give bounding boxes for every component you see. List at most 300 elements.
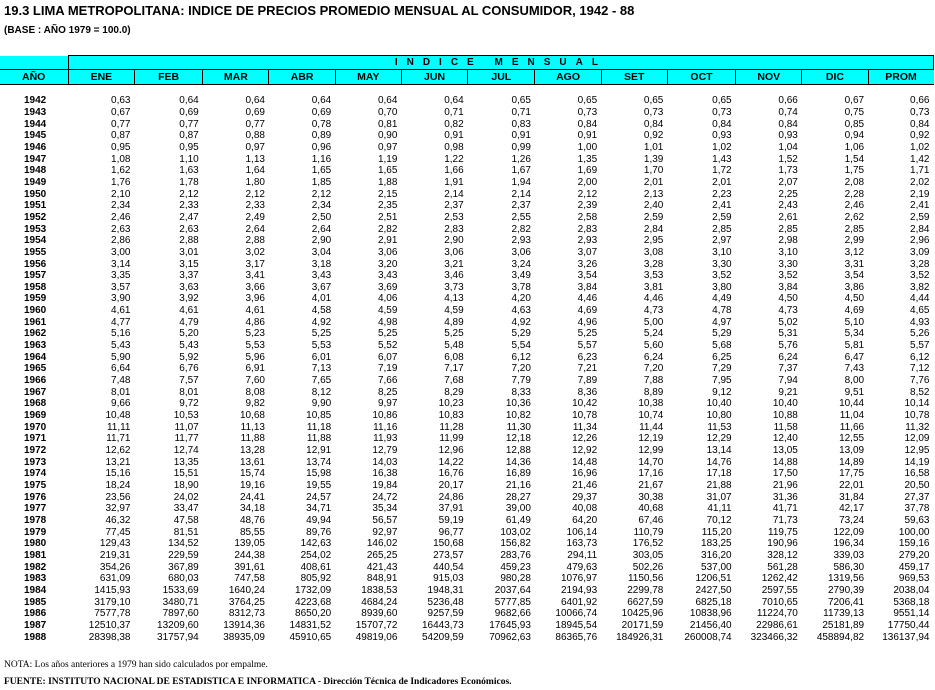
value-cell: 12,40 xyxy=(772,433,798,445)
value-cell: 2,13 xyxy=(643,188,664,200)
value-cell: 59,63 xyxy=(904,514,930,526)
value-cell: 11224,70 xyxy=(756,608,798,620)
value-cell: 537,00 xyxy=(701,561,732,573)
table-row xyxy=(0,270,934,282)
value-cell: 31,84 xyxy=(839,491,865,503)
value-cell: 1262,42 xyxy=(761,573,798,585)
year-cell: 1962 xyxy=(24,328,47,340)
year-cell: 1947 xyxy=(24,153,47,165)
value-cell: 13,05 xyxy=(772,445,798,457)
value-cell: 77,45 xyxy=(105,526,131,538)
year-cell: 1972 xyxy=(24,445,47,457)
value-cell: 0,99 xyxy=(511,141,531,153)
year-cell: 1949 xyxy=(24,176,47,188)
value-cell: 17645,93 xyxy=(489,619,531,631)
value-cell: 2,99 xyxy=(844,235,865,247)
year-cell: 1965 xyxy=(24,363,47,375)
value-cell: 4,69 xyxy=(844,305,865,317)
value-cell: 5368,18 xyxy=(893,596,930,608)
value-cell: 146,02 xyxy=(366,538,398,550)
value-cell: 1,00 xyxy=(577,141,598,153)
value-cell: 0,71 xyxy=(444,106,464,118)
value-cell: 46,32 xyxy=(105,514,131,526)
year-cell: 1982 xyxy=(24,561,47,573)
value-cell: 0,82 xyxy=(444,118,464,130)
value-cell: 1,67 xyxy=(511,165,531,177)
value-cell: 59,19 xyxy=(438,514,464,526)
year-cell: 1973 xyxy=(24,456,47,468)
value-cell: 11,99 xyxy=(439,433,464,445)
value-cell: 139,05 xyxy=(234,538,265,550)
value-cell: 21,46 xyxy=(572,479,598,491)
value-cell: 3,09 xyxy=(910,246,930,258)
value-cell: 85,55 xyxy=(239,526,265,538)
value-cell: 8,29 xyxy=(444,386,464,398)
value-cell: 11,28 xyxy=(439,421,464,433)
value-cell: 11,16 xyxy=(373,421,398,433)
value-cell: 0,91 xyxy=(511,130,531,142)
value-cell: 2,55 xyxy=(511,211,531,223)
value-cell: 28,27 xyxy=(505,491,531,503)
value-cell: 129,43 xyxy=(99,538,131,550)
value-cell: 4,63 xyxy=(511,305,531,317)
value-cell: 64,20 xyxy=(572,514,598,526)
value-cell: 33,47 xyxy=(173,503,199,515)
value-cell: 7206,41 xyxy=(827,596,865,608)
value-cell: 3,21 xyxy=(444,258,464,270)
value-cell: 7,68 xyxy=(444,375,464,387)
value-cell: 110,79 xyxy=(633,526,664,538)
value-cell: 260008,74 xyxy=(684,631,732,643)
value-cell: 17,75 xyxy=(839,468,865,480)
value-cell: 3,15 xyxy=(179,258,199,270)
value-cell: 16,89 xyxy=(505,468,531,480)
value-cell: 4,92 xyxy=(511,316,531,328)
value-cell: 61,49 xyxy=(505,514,531,526)
value-cell: 190,96 xyxy=(767,538,798,550)
value-cell: 5,02 xyxy=(778,316,798,328)
value-cell: 586,30 xyxy=(833,561,865,573)
value-cell: 22986,61 xyxy=(756,619,798,631)
table-row xyxy=(0,316,934,328)
table-row xyxy=(0,118,934,130)
value-cell: 3,54 xyxy=(844,270,865,282)
value-cell: 16443,73 xyxy=(421,619,464,631)
value-cell: 0,81 xyxy=(377,118,398,130)
value-cell: 7,29 xyxy=(712,363,732,375)
value-cell: 2,97 xyxy=(712,235,732,247)
value-cell: 4,50 xyxy=(778,293,798,305)
table-row xyxy=(0,340,934,352)
value-cell: 3,41 xyxy=(245,270,265,282)
value-cell: 2,35 xyxy=(377,200,398,212)
value-cell: 7,94 xyxy=(778,375,798,387)
value-cell: 0,93 xyxy=(712,130,732,142)
value-cell: 459,23 xyxy=(500,561,531,573)
table-row xyxy=(0,585,934,597)
value-cell: 5,57 xyxy=(577,340,598,352)
value-cell: 71,73 xyxy=(772,514,798,526)
value-cell: 14,76 xyxy=(706,456,732,468)
value-cell: 0,94 xyxy=(844,130,865,142)
value-cell: 14,88 xyxy=(772,456,798,468)
value-cell: 12,18 xyxy=(505,433,531,445)
value-cell: 24,41 xyxy=(239,491,265,503)
table-row xyxy=(0,363,934,375)
value-cell: 1,10 xyxy=(179,153,199,165)
value-cell: 5,53 xyxy=(245,340,265,352)
value-cell: 5,60 xyxy=(643,340,664,352)
value-cell: 4,86 xyxy=(245,316,265,328)
value-cell: 12,55 xyxy=(839,433,865,445)
year-cell: 1974 xyxy=(24,468,47,480)
year-cell: 1969 xyxy=(24,410,47,422)
column-header-mar: MAR xyxy=(203,70,269,85)
table-row xyxy=(0,573,934,585)
value-cell: 18,90 xyxy=(173,479,199,491)
year-cell: 1951 xyxy=(24,200,47,212)
column-header-feb: FEB xyxy=(134,70,202,85)
value-cell: 6,24 xyxy=(778,351,798,363)
value-cell: 2,01 xyxy=(712,176,732,188)
value-cell: 5,81 xyxy=(844,340,865,352)
value-cell: 4,46 xyxy=(577,293,598,305)
value-cell: 4,77 xyxy=(111,316,131,328)
year-cell: 1986 xyxy=(24,608,47,620)
value-cell: 2,59 xyxy=(712,211,732,223)
value-cell: 6,24 xyxy=(643,351,664,363)
value-cell: 2,01 xyxy=(643,176,664,188)
value-cell: 3,78 xyxy=(511,281,531,293)
value-cell: 4,13 xyxy=(444,293,464,305)
value-cell: 8,25 xyxy=(377,386,398,398)
value-cell: 1,62 xyxy=(111,165,131,177)
value-cell: 10066,74 xyxy=(555,608,598,620)
value-cell: 24,02 xyxy=(173,491,199,503)
table-row xyxy=(0,95,934,107)
value-cell: 2,34 xyxy=(311,200,332,212)
value-cell: 11,07 xyxy=(174,421,199,433)
value-cell: 3,31 xyxy=(844,258,865,270)
value-cell: 1206,51 xyxy=(695,573,732,585)
value-cell: 4,49 xyxy=(712,293,732,305)
value-cell: 11,66 xyxy=(839,421,865,433)
value-cell: 0,97 xyxy=(245,141,265,153)
value-cell: 0,73 xyxy=(712,106,732,118)
value-cell: 10,82 xyxy=(505,410,531,422)
value-cell: 1319,56 xyxy=(827,573,865,585)
value-cell: 2,51 xyxy=(377,211,398,223)
value-cell: 3,52 xyxy=(910,270,930,282)
year-cell: 1943 xyxy=(24,106,47,118)
table-row xyxy=(0,596,934,608)
value-cell: 2,33 xyxy=(179,200,199,212)
value-cell: 96,77 xyxy=(438,526,464,538)
value-cell: 0,65 xyxy=(577,95,598,107)
value-cell: 30,38 xyxy=(638,491,664,503)
value-cell: 6,23 xyxy=(577,351,598,363)
table-row xyxy=(0,456,934,468)
year-cell: 1950 xyxy=(24,188,47,200)
value-cell: 1076,97 xyxy=(560,573,598,585)
value-cell: 183,25 xyxy=(701,538,732,550)
value-cell: 5,24 xyxy=(643,328,664,340)
value-cell: 1,65 xyxy=(377,165,398,177)
value-cell: 328,12 xyxy=(767,549,798,561)
value-cell: 0,63 xyxy=(111,95,131,107)
year-cell: 1956 xyxy=(24,258,47,270)
table-row xyxy=(0,445,934,457)
value-cell: 7,21 xyxy=(577,363,598,375)
table-row xyxy=(0,130,934,142)
value-cell: 6,08 xyxy=(444,351,464,363)
value-cell: 0,87 xyxy=(179,130,199,142)
value-cell: 0,83 xyxy=(511,118,531,130)
value-cell: 12,99 xyxy=(638,445,664,457)
price-index-table xyxy=(0,55,934,643)
value-cell: 3,63 xyxy=(179,281,199,293)
value-cell: 13,21 xyxy=(105,456,131,468)
value-cell: 0,78 xyxy=(311,118,332,130)
value-cell: 2,98 xyxy=(778,235,798,247)
value-cell: 10,38 xyxy=(638,398,664,410)
year-cell: 1980 xyxy=(24,538,47,550)
value-cell: 4,59 xyxy=(444,305,464,317)
spacer-row xyxy=(0,85,934,96)
value-cell: 29,37 xyxy=(572,491,598,503)
value-cell: 2,37 xyxy=(444,200,464,212)
value-cell: 14,03 xyxy=(372,456,398,468)
value-cell: 0,67 xyxy=(111,106,131,118)
table-row xyxy=(0,212,934,224)
value-cell: 3,84 xyxy=(778,281,798,293)
value-cell: 9682,66 xyxy=(494,608,531,620)
table-row xyxy=(0,153,934,165)
value-cell: 21,88 xyxy=(706,479,732,491)
value-cell: 3,52 xyxy=(778,270,798,282)
value-cell: 4684,24 xyxy=(361,596,398,608)
value-cell: 11,77 xyxy=(174,433,199,445)
value-cell: 16,76 xyxy=(438,468,464,480)
page-title: 19.3 LIMA METROPOLITANA: INDICE DE PRECIOS PROMEDIO MENSUAL AL CONSUMIDOR, 1942 - 88 xyxy=(4,3,635,18)
value-cell: 8,12 xyxy=(311,386,332,398)
value-cell: 5,34 xyxy=(844,328,865,340)
value-cell: 4,50 xyxy=(844,293,865,305)
value-cell: 0,88 xyxy=(245,130,265,142)
value-cell: 8939,60 xyxy=(361,608,398,620)
value-cell: 5,52 xyxy=(377,340,398,352)
value-cell: 17,18 xyxy=(706,468,732,480)
value-cell: 3,84 xyxy=(577,281,598,293)
value-cell: 0,65 xyxy=(511,95,531,107)
value-cell: 8,01 xyxy=(179,386,199,398)
value-cell: 2,02 xyxy=(910,176,930,188)
value-cell: 3,37 xyxy=(179,270,199,282)
value-cell: 2,82 xyxy=(511,223,531,235)
value-cell: 3,35 xyxy=(111,270,131,282)
value-cell: 5,90 xyxy=(111,351,131,363)
value-cell: 0,71 xyxy=(511,106,531,118)
value-cell: 2,84 xyxy=(643,223,664,235)
value-cell: 40,08 xyxy=(572,503,598,515)
value-cell: 2,14 xyxy=(444,188,464,200)
value-cell: 7,95 xyxy=(712,375,732,387)
value-cell: 0,95 xyxy=(179,141,199,153)
value-cell: 54209,59 xyxy=(421,631,464,643)
value-cell: 11,04 xyxy=(839,410,865,422)
table-row xyxy=(0,282,934,294)
value-cell: 10,36 xyxy=(505,398,531,410)
value-cell: 2,14 xyxy=(511,188,531,200)
value-cell: 4,20 xyxy=(511,293,531,305)
value-cell: 12,91 xyxy=(306,445,332,457)
value-cell: 13,74 xyxy=(306,456,332,468)
value-cell: 7,60 xyxy=(245,375,265,387)
value-cell: 2,47 xyxy=(179,211,199,223)
value-cell: 10,14 xyxy=(904,398,930,410)
year-cell: 1946 xyxy=(24,141,47,153)
value-cell: 3,14 xyxy=(111,258,131,270)
value-cell: 3,80 xyxy=(712,281,732,293)
value-cell: 184926,31 xyxy=(616,631,664,643)
value-cell: 12,95 xyxy=(904,445,930,457)
value-cell: 6,01 xyxy=(311,351,332,363)
value-cell: 1,08 xyxy=(111,153,131,165)
value-cell: 7,19 xyxy=(377,363,398,375)
value-cell: 5,25 xyxy=(577,328,598,340)
value-cell: 5236,48 xyxy=(427,596,464,608)
value-cell: 0,84 xyxy=(712,118,732,130)
year-cell: 1954 xyxy=(24,235,47,247)
value-cell: 1,02 xyxy=(712,141,732,153)
value-cell: 2,53 xyxy=(444,211,464,223)
table-body xyxy=(0,85,934,643)
value-cell: 1732,09 xyxy=(295,584,332,596)
value-cell: 0,66 xyxy=(910,95,930,107)
value-cell: 119,75 xyxy=(768,526,798,538)
year-cell: 1958 xyxy=(24,281,47,293)
value-cell: 3,30 xyxy=(712,258,732,270)
value-cell: 13,14 xyxy=(706,445,732,457)
footnote: NOTA: Los años anteriores a 1979 han sido calculados por empalme. xyxy=(4,660,268,670)
value-cell: 2,12 xyxy=(245,188,265,200)
column-header-jun: JUN xyxy=(401,70,467,85)
value-cell: 229,59 xyxy=(168,549,199,561)
year-cell: 1944 xyxy=(24,118,47,130)
value-cell: 5,25 xyxy=(311,328,332,340)
value-cell: 3,54 xyxy=(577,270,598,282)
year-cell: 1960 xyxy=(24,305,47,317)
value-cell: 10,78 xyxy=(572,410,598,422)
value-cell: 2,58 xyxy=(577,211,598,223)
value-cell: 2,08 xyxy=(844,176,865,188)
value-cell: 100,00 xyxy=(898,526,930,538)
value-cell: 2,12 xyxy=(577,188,598,200)
value-cell: 11,34 xyxy=(572,421,598,433)
value-cell: 11,44 xyxy=(639,421,664,433)
column-header-nov: NOV xyxy=(736,70,802,85)
value-cell: 0,95 xyxy=(111,141,131,153)
value-cell: 265,25 xyxy=(366,549,398,561)
value-cell: 0,84 xyxy=(910,118,930,130)
value-cell: 9,90 xyxy=(311,398,332,410)
value-cell: 10425,96 xyxy=(621,608,664,620)
year-cell: 1988 xyxy=(24,631,47,643)
value-cell: 38935,09 xyxy=(223,631,265,643)
value-cell: 70,12 xyxy=(706,514,732,526)
year-cell: 1955 xyxy=(24,246,47,258)
value-cell: 5,20 xyxy=(179,328,199,340)
value-cell: 0,64 xyxy=(245,95,265,107)
table-row xyxy=(0,421,934,433)
value-cell: 2,40 xyxy=(643,200,664,212)
value-cell: 24,72 xyxy=(372,491,398,503)
table-row xyxy=(0,491,934,503)
value-cell: 13,61 xyxy=(239,456,265,468)
value-cell: 37,91 xyxy=(438,503,464,515)
year-cell: 1957 xyxy=(24,270,47,282)
value-cell: 8,08 xyxy=(245,386,265,398)
value-cell: 2,82 xyxy=(377,223,398,235)
value-cell: 2,46 xyxy=(844,200,865,212)
value-cell: 31,07 xyxy=(706,491,732,503)
year-cell: 1968 xyxy=(24,398,47,410)
value-cell: 4,92 xyxy=(311,316,332,328)
value-cell: 5,16 xyxy=(111,328,131,340)
year-cell: 1984 xyxy=(24,584,47,596)
table-row xyxy=(0,107,934,119)
value-cell: 12,29 xyxy=(706,433,732,445)
value-cell: 2790,39 xyxy=(827,584,865,596)
value-cell: 3,57 xyxy=(111,281,131,293)
value-cell: 1,85 xyxy=(311,176,332,188)
value-cell: 21,67 xyxy=(638,479,664,491)
value-cell: 10,42 xyxy=(572,398,598,410)
value-cell: 13,28 xyxy=(239,445,265,457)
table-row xyxy=(0,608,934,620)
value-cell: 163,73 xyxy=(566,538,598,550)
table-row xyxy=(0,305,934,317)
value-cell: 1150,56 xyxy=(627,573,664,585)
value-cell: 8,52 xyxy=(910,386,930,398)
value-cell: 70962,63 xyxy=(489,631,531,643)
value-cell: 244,38 xyxy=(234,549,265,561)
value-cell: 48,76 xyxy=(239,514,265,526)
value-cell: 13,09 xyxy=(839,445,865,457)
column-header-prom: PROM xyxy=(868,70,933,85)
value-cell: 20,17 xyxy=(438,479,464,491)
value-cell: 14831,52 xyxy=(289,619,332,631)
value-cell: 4,79 xyxy=(179,316,199,328)
value-cell: 1,72 xyxy=(712,165,732,177)
table-row xyxy=(0,468,934,480)
value-cell: 1415,93 xyxy=(94,584,131,596)
value-cell: 4,61 xyxy=(245,305,265,317)
value-cell: 12,96 xyxy=(438,445,464,457)
value-cell: 2,33 xyxy=(245,200,265,212)
year-cell: 1976 xyxy=(24,491,47,503)
value-cell: 0,64 xyxy=(444,95,464,107)
value-cell: 9,21 xyxy=(778,386,798,398)
table-row xyxy=(0,177,934,189)
year-cell: 1975 xyxy=(24,479,47,491)
value-cell: 34,71 xyxy=(306,503,332,515)
value-cell: 3,53 xyxy=(643,270,664,282)
value-cell: 19,55 xyxy=(306,479,332,491)
value-cell: 2,93 xyxy=(577,235,598,247)
value-cell: 7,48 xyxy=(111,375,131,387)
value-cell: 6627,59 xyxy=(627,596,664,608)
